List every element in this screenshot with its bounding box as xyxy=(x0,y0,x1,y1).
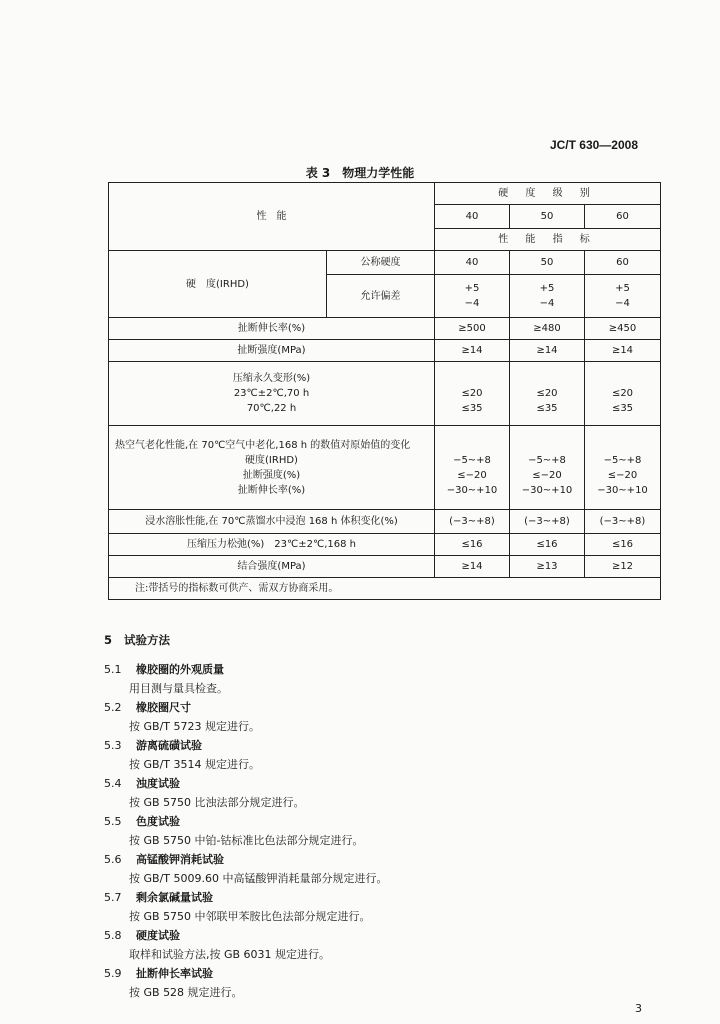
clause-text: 按 GB/T 5723 规定进行。 xyxy=(129,720,260,733)
property-header: 性 能 xyxy=(109,183,435,251)
list-item xyxy=(104,964,664,1002)
clause-title: 橡胶圈尺寸 xyxy=(136,701,191,714)
list-item xyxy=(104,812,664,850)
table-cell: ≥14 xyxy=(510,340,585,362)
table-cell: +5 −4 xyxy=(510,275,585,318)
clause-text: 取样和试验方法,按 GB 6031 规定进行。 xyxy=(129,948,331,961)
table-cell: ≥480 xyxy=(510,318,585,340)
clause-title: 剩余氯碱量试验 xyxy=(136,891,213,904)
grade-header: 硬 度 级 别 xyxy=(435,183,661,205)
table-cell: ≥500 xyxy=(435,318,510,340)
list-item xyxy=(104,774,664,812)
table-cell: 60 xyxy=(585,251,661,275)
clause-title: 色度试验 xyxy=(136,815,180,828)
aging-label: 热空气老化性能,在 70℃空气中老化,168 h 的数值对原始值的变化 硬度(IRHD) 扯断强度(%) 扯断伸长率(%) xyxy=(109,426,435,510)
clause-title: 橡胶圈的外观质量 xyxy=(136,663,224,676)
clause-title: 游离硫磺试验 xyxy=(136,739,202,752)
grade-60: 60 xyxy=(585,205,661,229)
grade-50: 50 xyxy=(510,205,585,229)
clause-number: 5.8 xyxy=(104,929,122,942)
standard-number: JC/T 630—2008 xyxy=(549,138,638,152)
table-cell: ≥14 xyxy=(435,556,510,578)
clause-title: 高锰酸钾消耗试验 xyxy=(136,853,224,866)
grade-40: 40 xyxy=(435,205,510,229)
bond-strength-label: 结合强度(MPa) xyxy=(109,556,435,578)
index-header: 性 能 指 标 xyxy=(435,229,661,251)
test-method-list xyxy=(104,660,664,1002)
elongation-label: 扯断伸长率(%) xyxy=(109,318,435,340)
table-cell: +5 −4 xyxy=(585,275,661,318)
compression-set-label: 压缩永久变形(%) 23℃±2℃,70 h 70℃,22 h xyxy=(109,362,435,426)
table-cell: ≤16 xyxy=(435,534,510,556)
table-caption xyxy=(0,164,720,181)
table-cell: −5~+8 ≤−20 −30~+10 xyxy=(585,426,661,510)
table-cell: 40 xyxy=(435,251,510,275)
table-cell: ≥12 xyxy=(585,556,661,578)
clause-text: 按 GB/T 5009.60 中高锰酸钾消耗量部分规定进行。 xyxy=(129,872,388,885)
table-cell: (−3~+8) xyxy=(435,510,510,534)
table-cell: ≥14 xyxy=(585,340,661,362)
table-caption-number: 表 3 xyxy=(305,166,331,180)
list-item xyxy=(104,888,664,926)
clause-text: 按 GB 5750 中邻联甲苯胺比色法部分规定进行。 xyxy=(129,910,371,923)
table-cell: 50 xyxy=(510,251,585,275)
section-heading xyxy=(104,632,170,648)
table-cell: ≤20 ≤35 xyxy=(435,362,510,426)
tensile-label: 扯断强度(MPa) xyxy=(109,340,435,362)
table-cell: −5~+8 ≤−20 −30~+10 xyxy=(510,426,585,510)
section-number: 5 xyxy=(104,633,113,647)
clause-number: 5.5 xyxy=(104,815,122,828)
table-cell: ≥14 xyxy=(435,340,510,362)
clause-number: 5.2 xyxy=(104,701,122,714)
hardness-label: 硬 度(IRHD) xyxy=(109,251,327,318)
clause-number: 5.9 xyxy=(104,967,122,980)
clause-text: 按 GB/T 3514 规定进行。 xyxy=(129,758,260,771)
clause-title: 扯断伸长率试验 xyxy=(136,967,213,980)
clause-number: 5.6 xyxy=(104,853,122,866)
list-item xyxy=(104,850,664,888)
swelling-label: 浸水溶胀性能,在 70℃蒸馏水中浸泡 168 h 体积变化(%) xyxy=(109,510,435,534)
table-cell: ≤20 ≤35 xyxy=(585,362,661,426)
clause-title: 硬度试验 xyxy=(136,929,180,942)
table-cell: (−3~+8) xyxy=(510,510,585,534)
clause-text: 用目测与量具检查。 xyxy=(129,682,228,695)
table-cell: ≥13 xyxy=(510,556,585,578)
table-cell: ≤16 xyxy=(510,534,585,556)
table-cell: ≥450 xyxy=(585,318,661,340)
table-caption-title: 物理力学性能 xyxy=(342,166,415,180)
clause-number: 5.4 xyxy=(104,777,122,790)
table-cell: ≤16 xyxy=(585,534,661,556)
page-number: 3 xyxy=(635,1002,642,1015)
clause-text: 按 GB 528 规定进行。 xyxy=(129,986,243,999)
clause-title: 浊度试验 xyxy=(136,777,180,790)
table-cell: ≤20 ≤35 xyxy=(510,362,585,426)
list-item xyxy=(104,926,664,964)
physical-properties-table xyxy=(108,182,661,600)
nominal-hardness-label: 公称硬度 xyxy=(327,251,435,275)
clause-number: 5.7 xyxy=(104,891,122,904)
table-cell: (−3~+8) xyxy=(585,510,661,534)
stress-relaxation-label: 压缩压力松弛(%) 23℃±2℃,168 h xyxy=(109,534,435,556)
table-note: 注:带括号的指标数可供产、需双方协商采用。 xyxy=(109,578,661,600)
clause-number: 5.3 xyxy=(104,739,122,752)
section-title: 试验方法 xyxy=(124,633,171,647)
table-cell: +5 −4 xyxy=(435,275,510,318)
clause-text: 按 GB 5750 比浊法部分规定进行。 xyxy=(129,796,305,809)
clause-text: 按 GB 5750 中铂-钴标准比色法部分规定进行。 xyxy=(129,834,364,847)
list-item xyxy=(104,660,664,698)
clause-number: 5.1 xyxy=(104,663,122,676)
table-cell: −5~+8 ≤−20 −30~+10 xyxy=(435,426,510,510)
tolerance-label: 允许偏差 xyxy=(327,275,435,318)
list-item xyxy=(104,698,664,736)
list-item xyxy=(104,736,664,774)
